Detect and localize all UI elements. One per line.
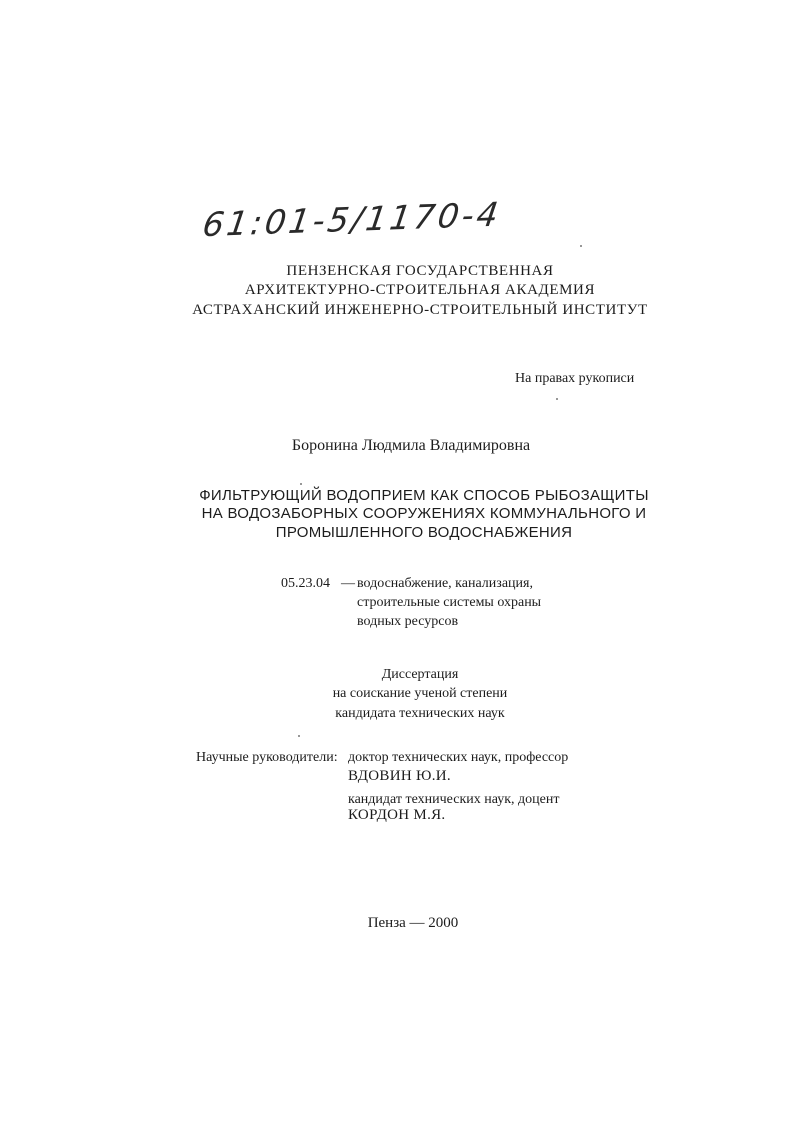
supervisor-1-name: ВДОВИН Ю.И.: [348, 768, 451, 784]
specialty-code: 05.23.04: [281, 576, 330, 591]
institution-line-3: АСТРАХАНСКИЙ ИНЖЕНЕРНО-СТРОИТЕЛЬНЫЙ ИНСТИТУТ: [192, 302, 648, 318]
scan-speck: [298, 735, 300, 737]
specialty-line-2: строительные системы охраны: [357, 595, 542, 610]
dissertation-line-2: на соискание ученой степени: [332, 686, 508, 701]
author-name: Боронина Людмила Владимировна: [291, 437, 531, 454]
institution-line-2: АРХИТЕКТУРНО-СТРОИТЕЛЬНАЯ АКАДЕМИЯ: [244, 282, 596, 298]
specialty-line-3: водных ресурсов: [357, 614, 459, 629]
title-line-2: НА ВОДОЗАБОРНЫХ СООРУЖЕНИЯХ КОММУНАЛЬНОГО И: [201, 505, 647, 522]
dissertation-line-1: Диссертация: [381, 667, 459, 682]
rights-note: На правах рукописи: [515, 371, 635, 386]
specialty-line-1: водоснабжение, канализация,: [357, 576, 533, 591]
scan-speck: [300, 483, 302, 485]
specialty-dash: —: [341, 576, 355, 591]
archive-number-handwritten: 61:01-5/1170-4: [200, 194, 504, 245]
title-line-1: ФИЛЬТРУЮЩИЙ ВОДОПРИЕМ КАК СПОСОБ РЫБОЗАЩИТЫ: [199, 487, 649, 504]
supervisors-label: Научные руководители:: [196, 750, 338, 765]
scan-speck: [580, 245, 582, 247]
dissertation-line-3: кандидата технических наук: [335, 706, 505, 721]
supervisor-2-name: КОРДОН М.Я.: [348, 807, 446, 823]
institution-line-1: ПЕНЗЕНСКАЯ ГОСУДАРСТВЕННАЯ: [286, 263, 554, 279]
scan-speck: [556, 398, 558, 400]
place-and-year: Пенза — 2000: [367, 915, 459, 931]
supervisor-2-degree: кандидат технических наук, доцент: [348, 792, 560, 807]
supervisor-1-degree: доктор технических наук, профессор: [348, 750, 569, 765]
title-line-3: ПРОМЫШЛЕННОГО ВОДОСНАБЖЕНИЯ: [275, 524, 573, 541]
